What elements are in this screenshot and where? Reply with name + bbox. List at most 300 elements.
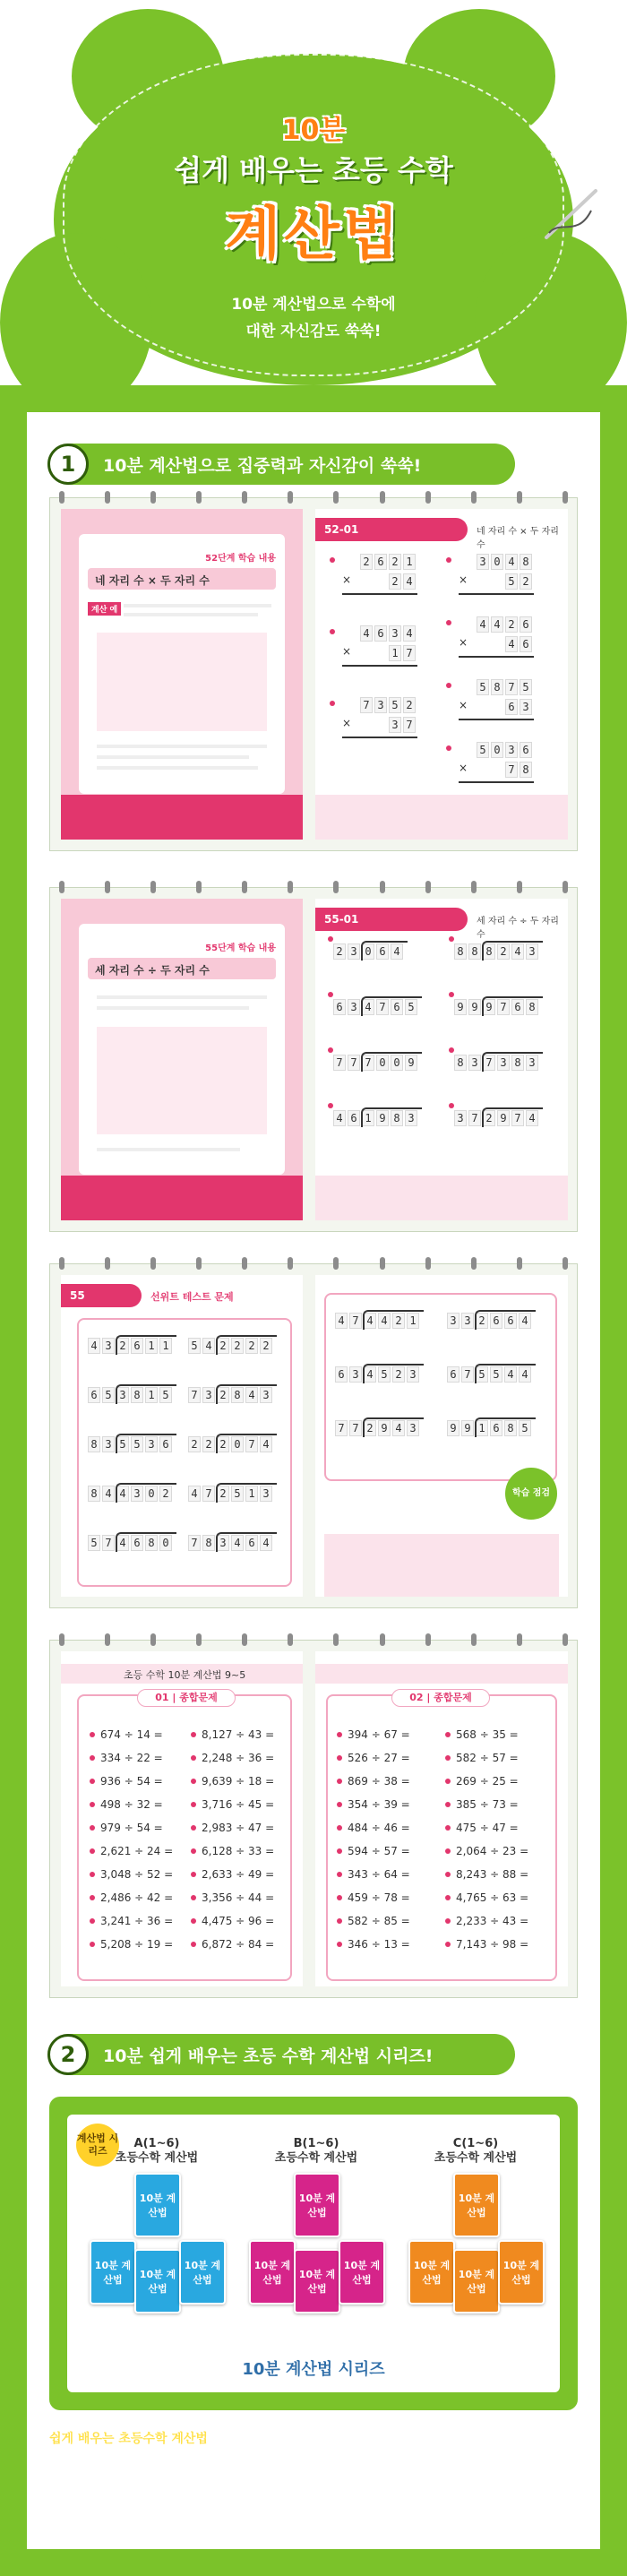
digit-cell: 7 <box>348 1055 360 1071</box>
digit-cell: 4 <box>260 1436 272 1452</box>
digit-cell: 6 <box>374 554 387 570</box>
bullet-icon <box>90 1872 95 1877</box>
problem-text: 9,639 ÷ 18 = <box>202 1775 275 1788</box>
bullet-icon <box>191 1779 196 1784</box>
digit-cell: 2 <box>333 943 346 960</box>
digit-cell: 1 <box>145 1338 158 1354</box>
answer-line <box>342 665 417 667</box>
digit-cell: 0 <box>159 1535 172 1551</box>
problem-text: 346 ÷ 13 = <box>348 1938 410 1951</box>
bullet-icon <box>191 1755 196 1761</box>
problem-text: 674 ÷ 14 = <box>100 1728 163 1741</box>
digit-cell: 2 <box>360 554 373 570</box>
digit-cell: 4 <box>519 1366 531 1383</box>
problem-column <box>445 1723 528 1956</box>
operator: × <box>342 645 352 658</box>
digit-cell: 3 <box>349 1366 362 1383</box>
list-item <box>90 1933 173 1956</box>
spread1-right-page <box>315 509 568 840</box>
division-bracket <box>482 1107 543 1127</box>
list-item <box>90 1816 173 1839</box>
digit-cell: 8 <box>520 762 532 778</box>
list-item <box>90 1723 173 1746</box>
list-item <box>337 1886 410 1909</box>
text-line <box>97 755 249 759</box>
digit-cell: 7 <box>505 762 518 778</box>
spread4-left-page <box>61 1651 303 1986</box>
list-item <box>191 1793 274 1816</box>
lesson-card <box>79 924 285 1175</box>
digit-cell: 2 <box>202 1436 215 1452</box>
list-item <box>445 1723 528 1746</box>
section2-number: 2 <box>47 2034 89 2075</box>
digit-cell: 1 <box>362 1110 374 1126</box>
digit-cell: 0 <box>376 1055 389 1071</box>
worked-example <box>97 633 267 731</box>
digit-cell: 3 <box>407 1420 419 1436</box>
digit-cell: 4 <box>378 1313 391 1329</box>
digit-cell: 4 <box>403 573 416 590</box>
lesson-badge: 52단계 학습 내용 <box>205 554 276 564</box>
digit-cell: 2 <box>245 1338 258 1354</box>
digit-cell: 8 <box>491 679 503 695</box>
list-item <box>191 1816 274 1839</box>
bullet-icon <box>445 1872 451 1877</box>
series-panel <box>67 2115 560 2392</box>
digit-cell: 6 <box>333 999 346 1015</box>
problem-bullet <box>449 1047 454 1053</box>
digit-cell: 6 <box>520 616 532 633</box>
list-item <box>90 1886 173 1909</box>
spread2-right-page <box>315 899 568 1220</box>
list-item <box>445 1746 528 1770</box>
digit-cell: 7 <box>461 1366 474 1383</box>
digit-cell: 0 <box>362 943 374 960</box>
digit-cell: 8 <box>526 999 538 1015</box>
book-spread-3 <box>49 1263 578 1608</box>
division-bracket <box>116 1384 176 1404</box>
list-item <box>191 1723 274 1746</box>
digit-cell: 2 <box>116 1338 129 1354</box>
division-bracket <box>475 1417 536 1437</box>
spread4-right-page <box>315 1651 568 1986</box>
digit-cell: 1 <box>145 1387 158 1403</box>
list-item <box>445 1770 528 1793</box>
bullet-icon <box>191 1732 196 1737</box>
operator: × <box>459 699 468 711</box>
problem-bullet <box>449 936 454 942</box>
digit-cell: 4 <box>392 1420 405 1436</box>
answer-line <box>342 737 417 738</box>
bullet-icon <box>191 1848 196 1854</box>
digit-cell: 8 <box>88 1486 100 1502</box>
digit-cell: 2 <box>389 554 401 570</box>
digit-cell: 8 <box>511 1055 524 1071</box>
digit-cell: 8 <box>504 1420 517 1436</box>
problem-text: 334 ÷ 22 = <box>100 1752 163 1764</box>
list-item <box>191 1746 274 1770</box>
digit-cell: 4 <box>362 999 374 1015</box>
digit-cell: 5 <box>231 1486 244 1502</box>
division-bracket <box>116 1532 176 1552</box>
bullet-icon <box>90 1732 95 1737</box>
problem-text: 594 ÷ 57 = <box>348 1845 410 1857</box>
digit-cell: 7 <box>245 1436 258 1452</box>
bullet-icon <box>90 1755 95 1761</box>
bullet-icon <box>337 1895 342 1900</box>
digit-cell: 7 <box>188 1535 201 1551</box>
digit-cell: 7 <box>403 717 416 733</box>
digit-cell: 6 <box>520 636 532 652</box>
digit-cell: 4 <box>88 1338 100 1354</box>
section1-number: 1 <box>47 444 89 485</box>
problem-text: 6,872 ÷ 84 = <box>202 1938 275 1951</box>
digit-cell: 8 <box>483 943 495 960</box>
digit-cell: 7 <box>360 697 373 713</box>
list-item <box>191 1909 274 1933</box>
book-cover: 10분 계산법 <box>249 2240 296 2305</box>
answer-line <box>459 656 534 658</box>
digit-cell: 2 <box>520 573 532 590</box>
digit-cell: 9 <box>483 999 495 1015</box>
digit-cell: 9 <box>447 1420 460 1436</box>
bullet-icon <box>337 1755 342 1761</box>
text-line <box>124 613 258 616</box>
digit-cell: 6 <box>391 999 403 1015</box>
book-spread-2 <box>49 887 578 1232</box>
digit-row <box>477 679 532 695</box>
review-tab: 01 | 종합문제 <box>137 1689 236 1707</box>
problem-text: 475 ÷ 47 = <box>456 1822 519 1834</box>
lesson-code-bar <box>315 518 468 541</box>
digit-cell: 4 <box>364 1366 376 1383</box>
digit-cell: 1 <box>476 1420 488 1436</box>
text-line <box>124 604 271 607</box>
list-item <box>445 1886 528 1909</box>
series-name: 10분 계산법 시리즈 <box>242 2360 385 2379</box>
score-table <box>324 1534 559 1597</box>
digit-cell: 2 <box>364 1420 376 1436</box>
digit-row <box>477 616 532 633</box>
digit-cell: 2 <box>217 1436 229 1452</box>
section2-header <box>49 2034 515 2075</box>
division-bracket <box>216 1532 277 1552</box>
division-bracket <box>361 996 422 1016</box>
digit-cell: 2 <box>389 573 401 590</box>
digit-cell: 5 <box>188 1338 201 1354</box>
list-item <box>90 1909 173 1933</box>
digit-cell: 6 <box>131 1338 143 1354</box>
problem-text: 2,621 ÷ 24 = <box>100 1845 174 1857</box>
review-tab: 02 | 종합문제 <box>391 1689 490 1707</box>
division-bracket <box>361 1052 422 1072</box>
division-bracket <box>363 1310 424 1330</box>
book-cover: 10분 계산법 <box>134 2249 181 2313</box>
digit-cell: 7 <box>483 1055 495 1071</box>
answer-line <box>459 593 534 595</box>
digit-cell: 3 <box>374 697 387 713</box>
digit-cell: 4 <box>391 943 403 960</box>
bullet-icon <box>191 1802 196 1807</box>
digit-cell: 2 <box>497 943 510 960</box>
digit-cell: 5 <box>102 1387 115 1403</box>
digit-cell: 3 <box>407 1366 419 1383</box>
digit-cell: 5 <box>389 697 401 713</box>
problem-column <box>337 1723 410 1956</box>
digit-cell: 1 <box>245 1486 258 1502</box>
problem-text: 459 ÷ 78 = <box>348 1891 410 1904</box>
digit-cell: 4 <box>202 1338 215 1354</box>
division-bracket <box>363 1364 424 1383</box>
lesson-code-bar <box>315 908 468 931</box>
digit-cell: 2 <box>260 1338 272 1354</box>
digit-cell: 3 <box>389 717 401 733</box>
division-bracket <box>116 1335 176 1355</box>
bullet-icon <box>337 1802 342 1807</box>
digit-cell: 6 <box>505 699 518 715</box>
digit-cell: 6 <box>376 943 389 960</box>
text-line <box>97 1006 249 1010</box>
book-cover: 10분 계산법 <box>90 2240 136 2305</box>
series-subtitle: 초등수학 계산법 <box>434 2151 518 2165</box>
digit-cell: 0 <box>491 742 503 758</box>
list-item <box>445 1839 528 1863</box>
series-subtitle: 초등수학 계산법 <box>115 2151 199 2165</box>
digit-cell: 5 <box>477 742 489 758</box>
operator: × <box>459 573 468 586</box>
digit-cell: 3 <box>468 1055 481 1071</box>
digit-cell: 6 <box>131 1535 143 1551</box>
list-item <box>191 1839 274 1863</box>
digit-cell: 4 <box>364 1313 376 1329</box>
test-code: 55 <box>70 1289 85 1302</box>
digit-cell: 6 <box>88 1387 100 1403</box>
hero-desc-line2: 대한 자신감도 쑥쑥! <box>245 323 382 340</box>
digit-cell: 5 <box>159 1387 172 1403</box>
hero-main-title: 계산법 <box>225 202 402 268</box>
book-cover: 10분 계산법 <box>179 2240 226 2305</box>
digit-cell: 2 <box>392 1366 405 1383</box>
list-item <box>337 1793 410 1816</box>
digit-cell: 2 <box>505 616 518 633</box>
problem-text: 568 ÷ 35 = <box>456 1728 519 1741</box>
problem-bullet <box>446 620 451 625</box>
series-group <box>81 2137 233 2352</box>
hero <box>0 0 627 421</box>
section1-title: 10분 계산법으로 집중력과 자신감이 쑥쑥! <box>103 455 422 476</box>
list-item <box>90 1793 173 1816</box>
digit-cell: 3 <box>526 943 538 960</box>
digit-cell: 5 <box>378 1366 391 1383</box>
problem-text: 7,143 ÷ 98 = <box>456 1938 529 1951</box>
digit-cell: 7 <box>403 645 416 661</box>
digit-cell: 3 <box>389 625 401 642</box>
bullet-icon <box>337 1848 342 1854</box>
digit-cell: 6 <box>504 1313 517 1329</box>
problem-text: 2,633 ÷ 49 = <box>202 1868 275 1881</box>
list-item <box>445 1863 528 1886</box>
bullet-icon <box>337 1732 342 1737</box>
digit-cell: 4 <box>504 1366 517 1383</box>
book-spread-4 <box>49 1640 578 1998</box>
problem-bullet <box>328 992 333 997</box>
digit-cell: 3 <box>405 1110 417 1126</box>
bullet-icon <box>90 1895 95 1900</box>
digit-cell: 4 <box>260 1535 272 1551</box>
digit-cell: 6 <box>490 1420 502 1436</box>
problem-text: 354 ÷ 39 = <box>348 1798 410 1811</box>
list-item <box>90 1770 173 1793</box>
digit-cell: 5 <box>477 679 489 695</box>
digit-cell: 8 <box>131 1387 143 1403</box>
digit-cell: 0 <box>391 1055 403 1071</box>
digit-row <box>389 717 416 733</box>
problem-text: 8,243 ÷ 88 = <box>456 1868 529 1881</box>
digit-cell: 5 <box>88 1535 100 1551</box>
digit-cell: 5 <box>116 1436 129 1452</box>
problem-text: 343 ÷ 64 = <box>348 1868 410 1881</box>
digit-cell: 3 <box>102 1436 115 1452</box>
list-item <box>445 1816 528 1839</box>
bullet-icon <box>191 1825 196 1831</box>
book-cover: 10분 계산법 <box>294 2249 340 2313</box>
problem-bullet <box>330 557 335 563</box>
digit-cell: 3 <box>526 1055 538 1071</box>
book-cover: 10분 계산법 <box>339 2240 385 2305</box>
list-item <box>337 1933 410 1956</box>
digit-cell: 2 <box>217 1486 229 1502</box>
problem-text: 936 ÷ 54 = <box>100 1775 163 1788</box>
digit-cell: 3 <box>145 1436 158 1452</box>
digit-cell: 3 <box>505 742 518 758</box>
digit-cell: 1 <box>389 645 401 661</box>
problem-text: 869 ÷ 38 = <box>348 1775 410 1788</box>
word-problem-box <box>315 1176 568 1220</box>
series-desc-text: 은 단계별 수학 계산력 프로그램으로 01~90 단계로 구성되었으며 나이에 관계없이 아이의 수준이나 능력에 알게 단계별로 시작하는 수학 계산법입니다. 매일 꾸준히 학습하다 보면 수학에 대한 아이의 집중력이 향상되고 수학에 확실한 자신감을 심어줄 수 있습니다. <box>49 2432 575 2513</box>
section1-header <box>49 444 515 485</box>
problem-text: 2,233 ÷ 43 = <box>456 1915 529 1927</box>
digit-cell: 8 <box>468 943 481 960</box>
digit-cell: 8 <box>145 1535 158 1551</box>
digit-cell: 7 <box>335 1420 348 1436</box>
series-level: C(1~6) <box>452 2137 499 2150</box>
progress-footer <box>61 1176 303 1220</box>
bullet-icon <box>90 1942 95 1947</box>
example-label: 계산 예 <box>88 602 121 616</box>
book-cover: 10분 계산법 <box>498 2240 545 2305</box>
digit-cell: 4 <box>231 1535 244 1551</box>
digit-cell: 1 <box>159 1338 172 1354</box>
problem-bullet <box>446 683 451 688</box>
digit-cell: 2 <box>403 697 416 713</box>
digit-cell: 7 <box>188 1387 201 1403</box>
digit-cell: 8 <box>391 1110 403 1126</box>
problem-text: 484 ÷ 46 = <box>348 1822 410 1834</box>
spread3-right-page <box>315 1275 568 1597</box>
digit-cell: 3 <box>260 1387 272 1403</box>
hero-desc-line1: 10분 계산법으로 수학에 <box>231 296 396 314</box>
digit-cell: 3 <box>348 943 360 960</box>
section2-title: 10분 쉽게 배우는 초등 수학 계산법 시리즈! <box>103 2046 434 2066</box>
check-sticker: 학습 점검 <box>505 1468 557 1520</box>
bullet-icon <box>445 1895 451 1900</box>
series-subtitle: 초등수학 계산법 <box>274 2151 358 2165</box>
list-item <box>445 1793 528 1816</box>
digit-cell: 4 <box>491 616 503 633</box>
lesson-badge: 55단계 학습 내용 <box>205 943 276 953</box>
bullet-icon <box>337 1825 342 1831</box>
problem-text: 2,064 ÷ 23 = <box>456 1845 529 1857</box>
digit-cell: 5 <box>505 573 518 590</box>
problem-text: 3,241 ÷ 36 = <box>100 1915 174 1927</box>
problem-bullet <box>328 1047 333 1053</box>
bullet-icon <box>191 1942 196 1947</box>
text-line <box>97 766 258 770</box>
answer-line <box>459 781 534 783</box>
list-item <box>337 1909 410 1933</box>
list-item <box>337 1746 410 1770</box>
digit-cell: 6 <box>490 1313 502 1329</box>
list-item <box>90 1863 173 1886</box>
digit-cell: 7 <box>362 1055 374 1071</box>
digit-cell: 9 <box>461 1420 474 1436</box>
digit-cell: 8 <box>231 1387 244 1403</box>
problem-bullet <box>330 629 335 634</box>
bullet-icon <box>191 1895 196 1900</box>
division-bracket <box>216 1335 277 1355</box>
list-item <box>445 1909 528 1933</box>
text-line <box>97 1148 240 1151</box>
digit-cell: 8 <box>454 1055 467 1071</box>
digit-cell: 3 <box>447 1313 460 1329</box>
digit-cell: 6 <box>520 742 532 758</box>
spread1-left-page <box>61 509 303 840</box>
spiral-binding <box>50 1633 577 1646</box>
problem-bullet <box>446 557 451 563</box>
digit-cell: 4 <box>526 1110 538 1126</box>
digit-cell: 0 <box>231 1436 244 1452</box>
bullet-icon <box>337 1872 342 1877</box>
digit-cell: 4 <box>403 625 416 642</box>
bullet-icon <box>191 1872 196 1877</box>
series-desc-highlight: 쉽게 배우는 초등수학 계산법 <box>49 2432 208 2446</box>
list-item <box>445 1933 528 1956</box>
operator: × <box>342 573 352 586</box>
problem-text: 2,248 ÷ 36 = <box>202 1752 275 1764</box>
digit-cell: 3 <box>116 1387 129 1403</box>
book-cover: 10분 계산법 <box>408 2240 455 2305</box>
list-item <box>337 1816 410 1839</box>
digit-cell: 7 <box>349 1313 362 1329</box>
problem-text: 979 ÷ 54 = <box>100 1822 163 1834</box>
bullet-icon <box>337 1918 342 1924</box>
progress-footer <box>61 795 303 840</box>
division-bracket <box>361 1107 422 1127</box>
digit-cell: 3 <box>461 1313 474 1329</box>
digit-cell: 6 <box>335 1366 348 1383</box>
digit-cell: 4 <box>116 1486 129 1502</box>
list-item <box>191 1886 274 1909</box>
list-item <box>337 1863 410 1886</box>
hero-subtitle: 쉽게 배우는 초등 수학 <box>174 153 453 187</box>
text-line <box>97 745 267 748</box>
lesson-card <box>79 534 285 794</box>
digit-cell: 0 <box>491 554 503 570</box>
book-spread-1 <box>49 497 578 851</box>
digit-row <box>477 554 532 570</box>
problem-text: 5,208 ÷ 19 = <box>100 1938 174 1951</box>
lesson-heading: 세 자리 수 ÷ 두 자리 수 <box>477 917 559 940</box>
